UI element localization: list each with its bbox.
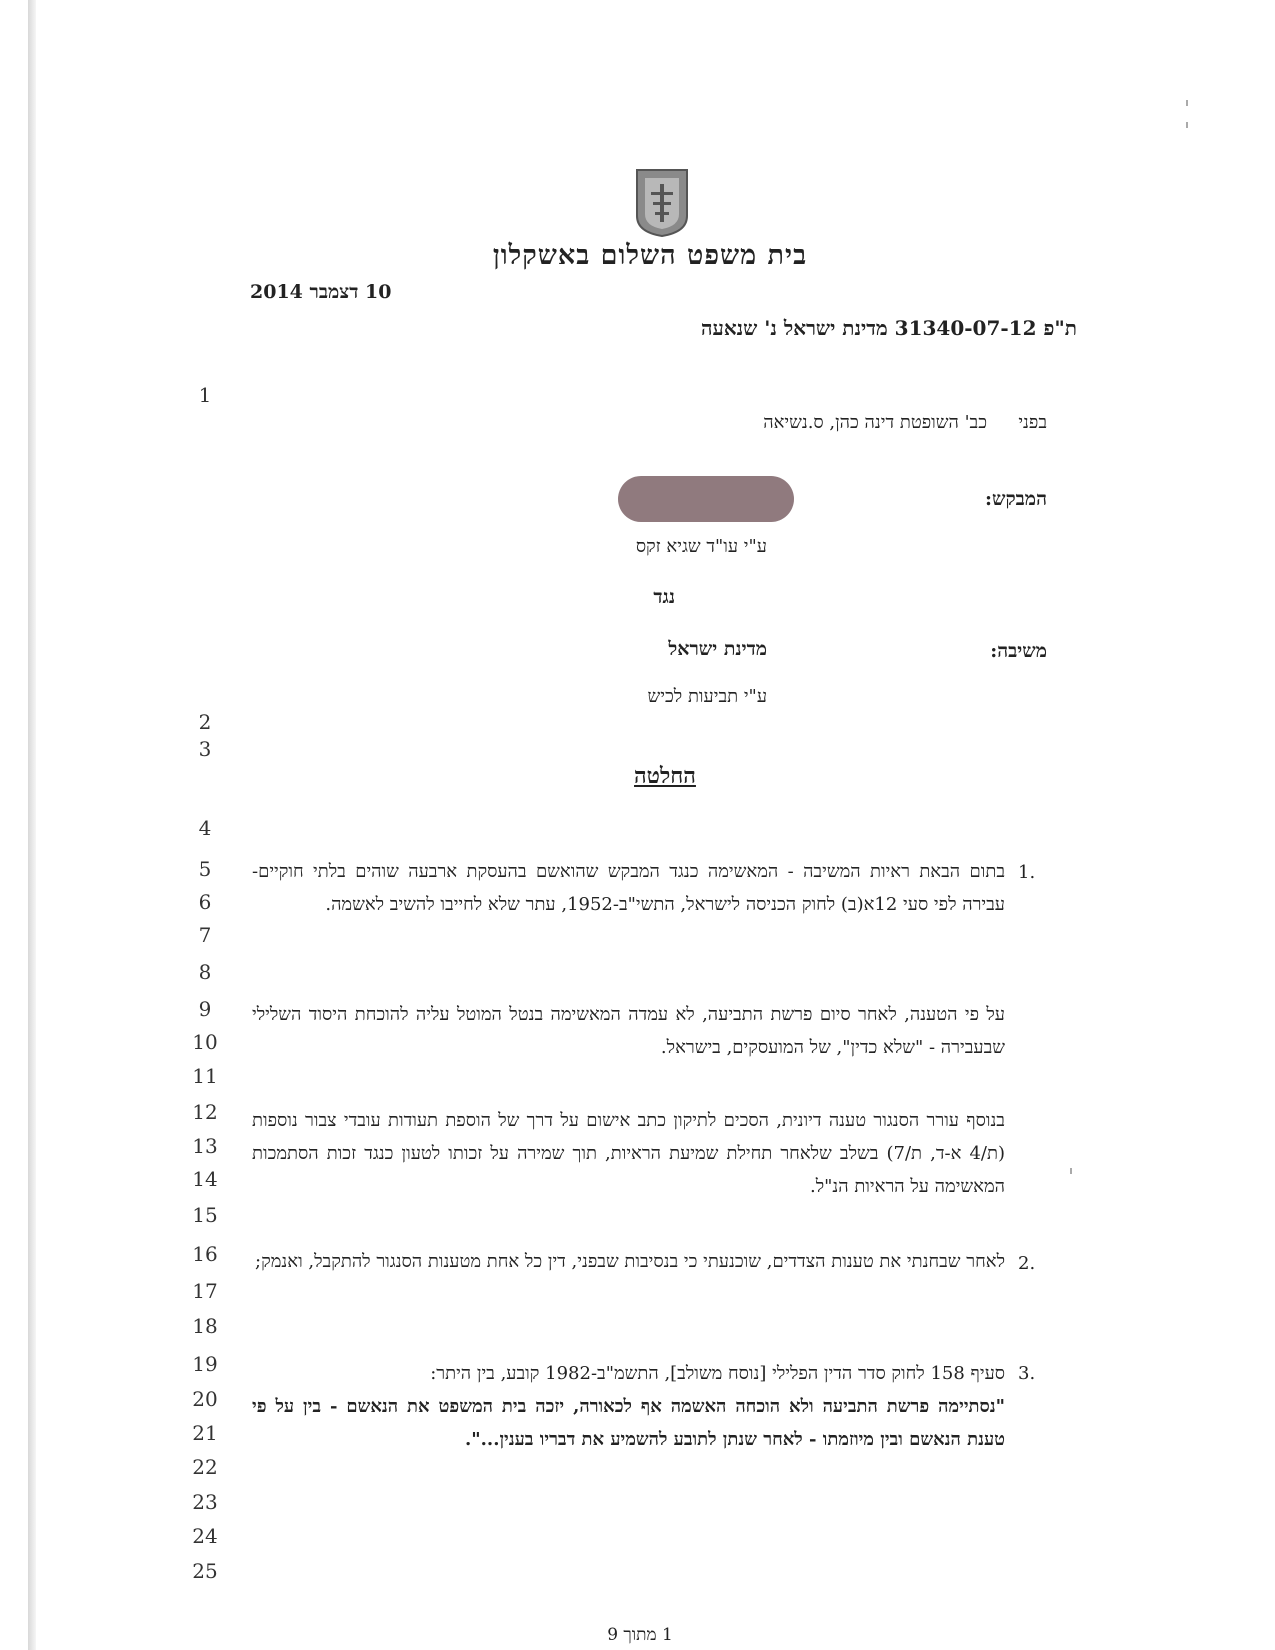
respondent-counsel: ע"י תביעות לכיש: [647, 686, 767, 707]
line-number: 8: [198, 960, 212, 984]
respondent-label: משיבה:: [990, 640, 1047, 662]
line-number: 7: [198, 923, 212, 947]
paragraph-number: 3.: [1018, 1363, 1036, 1384]
judge-name: כב' השופטת דינה כהן, ס.נשיאה: [763, 412, 987, 433]
versus-label: נגד: [653, 586, 675, 608]
paragraph-3: [252, 1357, 1005, 1456]
paragraph-number: 1.: [1018, 862, 1036, 883]
line-number: 17: [192, 1279, 218, 1303]
paragraph-3-quote: "נסתיימה פרשת התביעה ולא הוכחה האשמה אף לכאורה, יזכה בית המשפט את הנאשם - בין על פי טענת הנאשם ובין מיוזמתו - לאחר שנתן לתובע להשמיע את דבריו בענין...".: [252, 1396, 1005, 1450]
court-name: בית משפט השלום באשקלון: [492, 240, 808, 271]
line-number: 22: [192, 1455, 218, 1479]
paragraph-1b: [252, 998, 1005, 1064]
line-number: 10: [192, 1030, 218, 1054]
paragraph-1: [252, 855, 1005, 921]
paragraph-2: [252, 1245, 1005, 1278]
line-number: 21: [192, 1421, 218, 1445]
line-number: 4: [198, 816, 212, 840]
scan-speck: [1070, 1168, 1072, 1174]
line-number: 18: [192, 1314, 218, 1338]
decision-date: 10 דצמבר 2014: [250, 281, 392, 303]
state-emblem-icon: [633, 166, 691, 238]
page-number: 1 מתוך 9: [607, 1625, 673, 1645]
line-number: 3: [198, 737, 212, 761]
applicant-label: המבקש:: [985, 488, 1047, 510]
paragraph-1-text: בתום הבאת ראיות המשיבה - המאשימה כנגד המבקש שהואשם בהעסקת ארבעה שוהים בלתי חוקיים- עבירה לפי סעי 12א(ב) לחוק הכניסה לישראל, התשי"ב-1952, עתר שלא לחייבו להשיב לאשמה.: [252, 861, 1005, 915]
paragraph-1c: [252, 1104, 1005, 1203]
line-number: 11: [192, 1064, 218, 1088]
line-number: 16: [192, 1242, 218, 1266]
paragraph-3-intro: סעיף 158 לחוק סדר הדין הפלילי [נוסח משולב], התשמ"ב-1982 קובע, בין היתר:: [430, 1363, 1005, 1384]
line-number: 1: [198, 383, 212, 407]
line-number: 2: [198, 710, 212, 734]
scan-speck: [1186, 100, 1188, 106]
line-number: 13: [192, 1134, 218, 1158]
line-number: 25: [192, 1559, 218, 1583]
scan-speck: [1186, 122, 1188, 128]
line-number: 9: [198, 997, 212, 1021]
paragraph-number: 2.: [1018, 1253, 1036, 1274]
scan-edge: [28, 0, 36, 1650]
applicant-counsel: ע"י עו"ד שגיא זקס: [635, 536, 767, 557]
paragraph-1b-text: על פי הטענה, לאחר סיום פרשת התביעה, לא עמדה המאשימה בנטל המוטל עליה להוכחת היסוד השלילי שבעבירה - "שלא כדין", של המועסקים, בישראל.: [252, 1004, 1005, 1058]
line-number: 19: [192, 1352, 218, 1376]
line-number: 24: [192, 1524, 218, 1548]
panel-label: בפני: [1018, 412, 1047, 433]
decision-heading: החלטה: [634, 763, 696, 789]
case-title: ת"פ 31340-07-12 מדינת ישראל נ' שנאעה: [701, 316, 1077, 340]
line-number: 5: [198, 857, 212, 881]
line-number: 15: [192, 1203, 218, 1227]
respondent-name: מדינת ישראל: [668, 638, 767, 660]
redacted-applicant-name: [618, 476, 794, 522]
line-number: 6: [198, 890, 212, 914]
line-number: 23: [192, 1490, 218, 1514]
line-number: 12: [192, 1100, 218, 1124]
line-number: 14: [192, 1167, 218, 1191]
paragraph-2-text: לאחר שבחנתי את טענות הצדדים, שוכנעתי כי בנסיבות שבפני, דין כל אחת מטענות הסנגור להתקבל, ואנמק;: [255, 1251, 1005, 1272]
line-number: 20: [192, 1387, 218, 1411]
paragraph-1c-text: בנוסף עורר הסנגור טענה דיונית, הסכים לתיקון כתב אישום על דרך של הוספת תעודות עובדי צבור נוספות (ת/4 א-ד, ת/7) בשלב שלאחר תחילת שמיעת הראיות, תוך שמירה על זכותו לטעון כנגד זכות הסתמכות המאשימה על הראיות הנ"ל.: [252, 1110, 1005, 1197]
